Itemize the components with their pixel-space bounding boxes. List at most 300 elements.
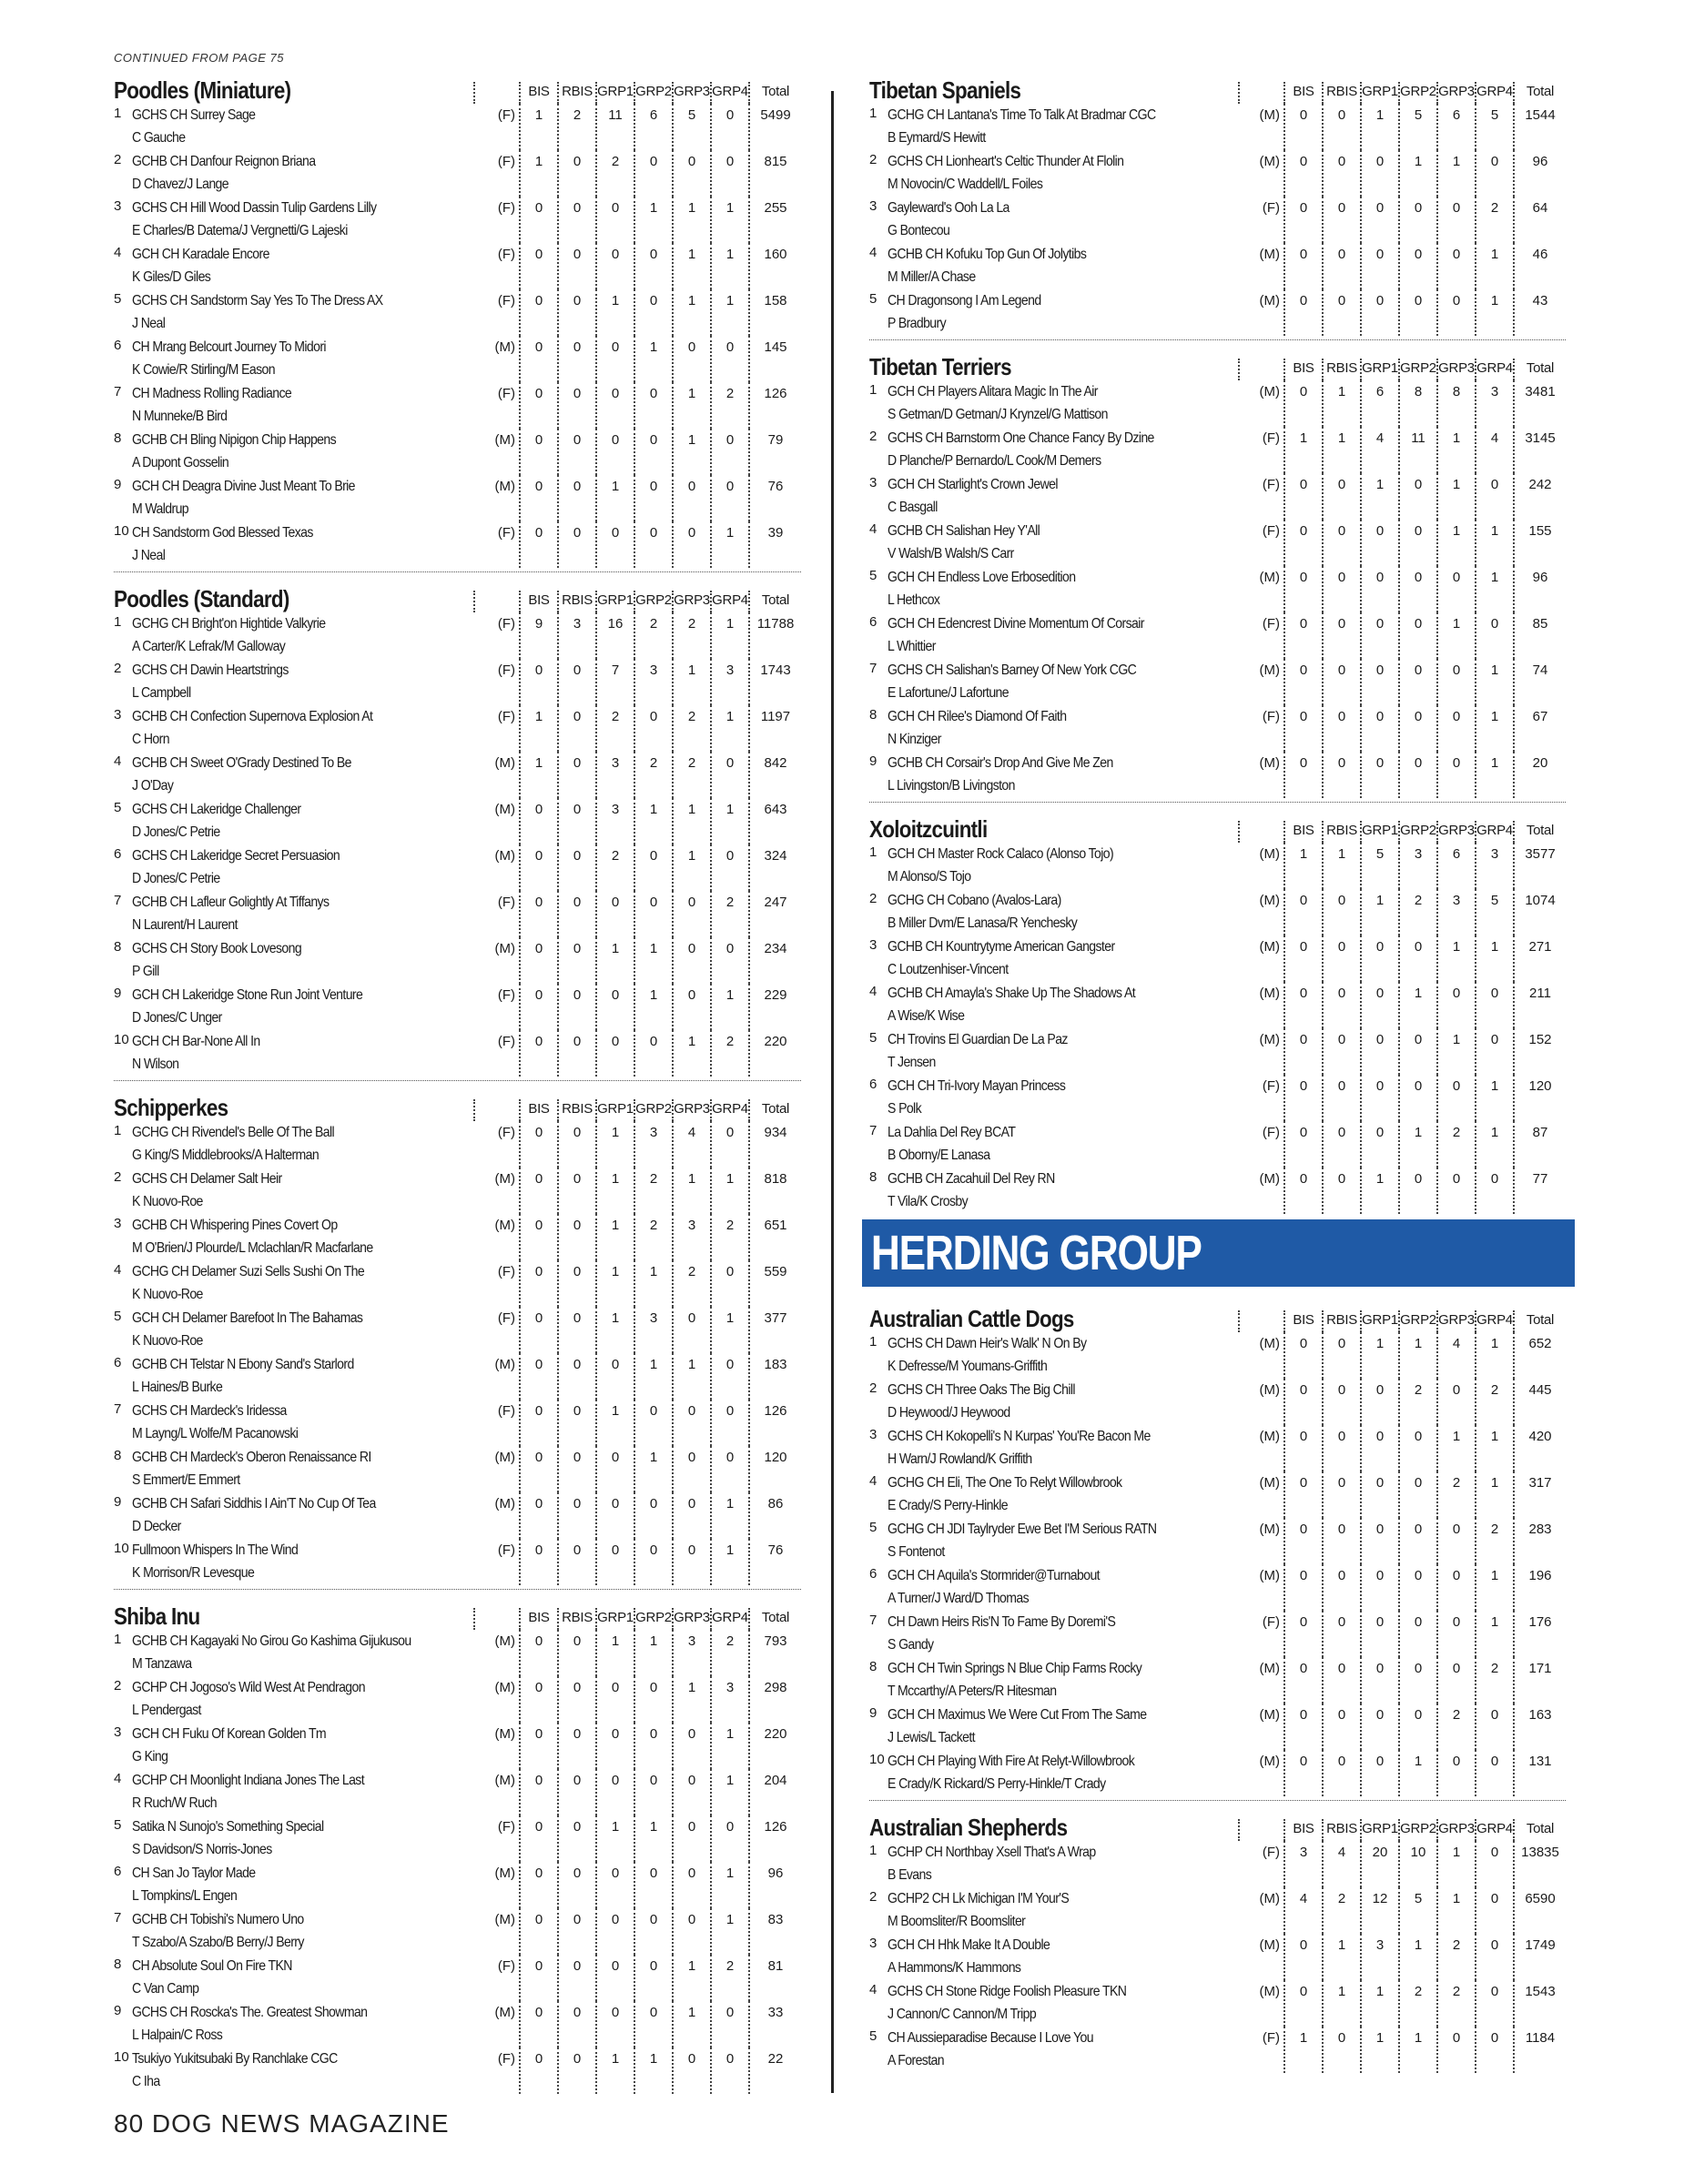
- stat-rbis: 1: [1322, 1934, 1360, 1980]
- column-header-rbis: RBIS: [1322, 359, 1360, 380]
- entry-main: [114, 150, 473, 197]
- breed-header: [869, 1292, 1566, 1332]
- stat-rbis: 0: [557, 289, 595, 336]
- breed-header: [869, 803, 1566, 843]
- stat-grp2: 0: [634, 1955, 672, 2001]
- stat-grp4: 1: [710, 289, 748, 336]
- entry-main: [114, 336, 473, 382]
- entry-main: [869, 1028, 1238, 1075]
- dog-name: GCHG CH Eli, The One To Relyt Willowbrook: [888, 1475, 1122, 1491]
- dog-sex: (M): [494, 848, 515, 864]
- stat-grp1: 0: [595, 336, 634, 382]
- dog-sex: (M): [1259, 1707, 1280, 1723]
- stat-rbis: 3: [557, 612, 595, 659]
- entry-rank: 7: [869, 1123, 878, 1138]
- stat-grp3: 0: [1436, 2027, 1475, 2073]
- entry-text: [888, 1611, 1238, 1657]
- stat-rbis: 0: [557, 243, 595, 289]
- stat-grp2: 1: [634, 197, 672, 243]
- stat-bis: 0: [519, 521, 557, 568]
- column-header-grp4: GRP4: [1475, 1310, 1513, 1332]
- stat-grp4: 1: [710, 798, 748, 844]
- stat-grp4: 1: [1475, 705, 1513, 752]
- dog-name: GCHB CH Kagayaki No Girou Go Kashima Gijukusou: [132, 1633, 411, 1649]
- owner-names: M Waldrup: [132, 501, 189, 517]
- entry-text: [132, 429, 473, 475]
- table-row: [114, 1030, 801, 1077]
- owner-names: K Cowie/R Stirling/M Eason: [132, 362, 275, 378]
- dog-sex: (F): [1262, 200, 1280, 216]
- stat-bis: 1: [519, 752, 557, 798]
- entry-text: [888, 1168, 1238, 1214]
- stat-total: 271: [1513, 935, 1566, 982]
- stat-grp3: 1: [1436, 1841, 1475, 1887]
- entry-rank: 2: [869, 429, 878, 444]
- stat-grp2: 0: [1398, 659, 1436, 705]
- stat-grp2: 1: [634, 2048, 672, 2094]
- breed-header: [114, 1590, 801, 1630]
- entry-rank: 5: [869, 291, 878, 307]
- dog-name: GCHS CH Surrey Sage: [132, 107, 256, 123]
- stat-bis: 0: [1283, 1564, 1322, 1611]
- stat-total: 131: [1513, 1750, 1566, 1796]
- entry-main: [114, 243, 473, 289]
- stat-grp3: 4: [1436, 1332, 1475, 1379]
- table-row: [114, 521, 801, 568]
- stat-total: 13835: [1513, 1841, 1566, 1887]
- owner-names: H Warn/J Rowland/K Griffith: [888, 1451, 1032, 1467]
- stat-rbis: 1: [1322, 427, 1360, 473]
- owner-names: A Carter/K Lefrak/M Galloway: [132, 639, 286, 654]
- stat-rbis: 0: [557, 659, 595, 705]
- stat-grp2: 10: [1398, 1841, 1436, 1887]
- stat-bis: 0: [519, 382, 557, 429]
- stat-total: 126: [748, 1400, 801, 1446]
- table-row: [114, 2048, 801, 2094]
- dog-name: GCHS CH Lionheart's Celtic Thunder At Flolin: [888, 154, 1124, 169]
- stat-grp4: 0: [710, 150, 748, 197]
- stat-grp4: 1: [710, 1539, 748, 1585]
- column-header-grp3: GRP3: [1436, 1310, 1475, 1332]
- stat-rbis: 1: [1322, 1980, 1360, 2027]
- owner-names: S Gandy: [888, 1637, 934, 1653]
- table-row: [869, 659, 1566, 705]
- stat-grp1: 0: [1360, 197, 1398, 243]
- stat-grp3: 0: [1436, 705, 1475, 752]
- entry-main: [869, 473, 1238, 520]
- owner-names: E Charles/B Datema/J Vergnetti/G Lajeski: [132, 223, 348, 238]
- stat-grp1: 0: [1360, 1750, 1398, 1796]
- stat-grp3: 0: [672, 1492, 710, 1539]
- entry-text: [888, 150, 1238, 197]
- stat-grp4: 1: [1475, 1332, 1513, 1379]
- entry-text: [132, 1168, 473, 1214]
- stat-grp4: 0: [710, 104, 748, 150]
- stat-grp4: 2: [1475, 1657, 1513, 1704]
- stat-rbis: 0: [557, 382, 595, 429]
- stat-grp1: 1: [595, 1121, 634, 1168]
- stat-grp3: 0: [1436, 1379, 1475, 1425]
- stat-bis: 0: [519, 1955, 557, 2001]
- entry-main: [114, 798, 473, 844]
- entry-text: [132, 1214, 473, 1260]
- owner-names: B Eymard/S Hewitt: [888, 130, 986, 146]
- header-spacer: [473, 82, 519, 104]
- stat-grp3: 0: [1436, 1075, 1475, 1121]
- stat-grp2: 0: [634, 705, 672, 752]
- stat-grp2: 1: [634, 1446, 672, 1492]
- stat-rbis: 0: [1322, 104, 1360, 150]
- stat-grp2: 1: [1398, 2027, 1436, 2073]
- entry-text: [132, 1030, 473, 1077]
- owner-names: A Forestan: [888, 2053, 944, 2068]
- stat-grp2: 0: [634, 1862, 672, 1908]
- stat-grp4: 1: [1475, 1564, 1513, 1611]
- stat-grp4: 1: [710, 1723, 748, 1769]
- owner-names: L Tompkins/L Engen: [132, 1888, 238, 1904]
- entry-main: [114, 891, 473, 937]
- left-column: [114, 64, 801, 2094]
- stat-grp3: 1: [672, 1353, 710, 1400]
- entry-rank: 4: [869, 1473, 878, 1489]
- stat-rbis: 0: [1322, 2027, 1360, 2073]
- stat-total: 39: [748, 521, 801, 568]
- stat-total: 1197: [748, 705, 801, 752]
- table-row: [869, 1518, 1566, 1564]
- stat-grp1: 0: [1360, 752, 1398, 798]
- dog-sex: (M): [494, 1357, 515, 1372]
- owner-names: L Haines/B Burke: [132, 1380, 223, 1395]
- table-row: [869, 243, 1566, 289]
- entry-text: [888, 473, 1238, 520]
- stat-total: 96: [1513, 150, 1566, 197]
- stat-total: 255: [748, 197, 801, 243]
- table-row: [114, 104, 801, 150]
- stat-bis: 0: [519, 243, 557, 289]
- entry-rank: 1: [869, 382, 878, 398]
- entry-main: [869, 1332, 1238, 1379]
- table-row: [114, 1168, 801, 1214]
- stat-grp3: 0: [1436, 197, 1475, 243]
- entry-rank: 9: [114, 986, 122, 1001]
- entry-rank: 5: [114, 291, 122, 307]
- entry-main: [869, 289, 1238, 336]
- stat-total: 81: [748, 1955, 801, 2001]
- entry-rank: 5: [114, 1309, 122, 1324]
- stat-bis: 0: [519, 1862, 557, 1908]
- entry-text: [888, 1332, 1238, 1379]
- entry-text: [888, 1564, 1238, 1611]
- dog-name: GCH CH Bar-None All In: [132, 1034, 260, 1049]
- dog-name: GCHP2 CH Lk Michigan I'M Your'S: [888, 1891, 1070, 1906]
- stat-grp4: 0: [710, 1446, 748, 1492]
- stat-grp2: 5: [1398, 104, 1436, 150]
- stat-bis: 0: [1283, 935, 1322, 982]
- entry-text: [888, 380, 1238, 427]
- stat-grp1: 1: [595, 1400, 634, 1446]
- breed-title: Poodles (Miniature): [114, 76, 291, 104]
- entry-text: [888, 197, 1238, 243]
- stat-grp2: 0: [634, 1400, 672, 1446]
- stat-bis: 0: [519, 1400, 557, 1446]
- stat-grp3: 0: [672, 1815, 710, 1862]
- stat-total: 163: [1513, 1704, 1566, 1750]
- stat-grp1: 1: [1360, 1980, 1398, 2027]
- table-row: [114, 475, 801, 521]
- owner-names: B Miller Dvm/E Lanasa/R Yenchesky: [888, 915, 1078, 931]
- stat-grp3: 0: [672, 1446, 710, 1492]
- stat-grp4: 0: [1475, 2027, 1513, 2073]
- entry-main: [869, 935, 1238, 982]
- stat-grp1: 3: [1360, 1934, 1398, 1980]
- stat-grp2: 0: [634, 475, 672, 521]
- stat-total: 211: [1513, 982, 1566, 1028]
- entry-rank: 8: [869, 1659, 878, 1674]
- stat-grp3: 0: [672, 984, 710, 1030]
- entry-rank: 9: [114, 2003, 122, 2018]
- column-header-grp2: GRP2: [1398, 1310, 1436, 1332]
- entry-rank: 4: [869, 245, 878, 260]
- owner-names: C Gauche: [132, 130, 186, 146]
- column-header-total: Total: [1513, 1310, 1566, 1332]
- entry-text: [132, 336, 473, 382]
- owner-names: L Halpain/C Ross: [132, 2027, 223, 2043]
- dog-name: GCHB CH Danfour Reignon Briana: [132, 154, 316, 169]
- dog-name: GCHS CH Roscka's The. Greatest Showman: [132, 2005, 368, 2020]
- stat-rbis: 0: [1322, 197, 1360, 243]
- stat-rbis: 0: [1322, 935, 1360, 982]
- dog-name: GCHP CH Jogoso's Wild West At Pendragon: [132, 1680, 365, 1695]
- owner-names: M O'Brien/J Plourde/L Mclachlan/R Macfarlane: [132, 1240, 373, 1256]
- dog-sex: (M): [1259, 846, 1280, 862]
- stat-grp2: 0: [634, 1723, 672, 1769]
- stat-grp1: 0: [595, 1492, 634, 1539]
- stat-total: 1543: [1513, 1980, 1566, 2027]
- stat-grp3: 1: [1436, 1028, 1475, 1075]
- table-row: [114, 984, 801, 1030]
- table-row: [869, 566, 1566, 612]
- owner-names: K Nuovo-Roe: [132, 1333, 203, 1349]
- entry-text: [888, 1841, 1238, 1887]
- stat-total: 818: [748, 1168, 801, 1214]
- stat-grp2: 0: [634, 1676, 672, 1723]
- stat-rbis: 0: [557, 705, 595, 752]
- entry-rank: 1: [869, 106, 878, 121]
- stat-grp1: 6: [1360, 380, 1398, 427]
- stat-grp4: 0: [1475, 1841, 1513, 1887]
- stat-rbis: 0: [1322, 1750, 1360, 1796]
- column-header-bis: BIS: [1283, 359, 1322, 380]
- entry-rank: 8: [869, 1169, 878, 1185]
- dog-name: GCHS CH Three Oaks The Big Chill: [888, 1382, 1075, 1398]
- stat-grp3: 2: [672, 752, 710, 798]
- owner-names: M Miller/A Chase: [888, 269, 976, 285]
- stat-rbis: 0: [557, 1862, 595, 1908]
- owner-names: C Loutzenhiser-Vincent: [888, 962, 1009, 977]
- column-header-bis: BIS: [1283, 82, 1322, 104]
- stat-grp3: 0: [1436, 1518, 1475, 1564]
- column-header-grp2: GRP2: [634, 591, 672, 612]
- column-header-grp3: GRP3: [1436, 82, 1475, 104]
- stat-grp4: 2: [1475, 1379, 1513, 1425]
- stat-grp3: 0: [672, 150, 710, 197]
- stat-grp2: 2: [634, 1214, 672, 1260]
- entry-rank: 7: [114, 384, 122, 399]
- entry-text: [132, 289, 473, 336]
- dog-name: CH Mrang Belcourt Journey To Midori: [132, 339, 326, 355]
- stat-bis: 0: [519, 844, 557, 891]
- entry-rank: 3: [869, 475, 878, 490]
- column-header-rbis: RBIS: [557, 1099, 595, 1121]
- stat-grp4: 0: [1475, 1028, 1513, 1075]
- owner-names: D Chavez/J Lange: [132, 177, 228, 192]
- stat-bis: 1: [1283, 2027, 1322, 2073]
- owner-names: B Evans: [888, 1867, 932, 1883]
- breed-section: [114, 64, 801, 568]
- dog-name: Satika N Sunojo's Something Special: [132, 1819, 324, 1835]
- entry-text: [132, 1908, 473, 1955]
- stat-bis: 0: [519, 1121, 557, 1168]
- stat-total: 120: [1513, 1075, 1566, 1121]
- stat-grp1: 0: [1360, 566, 1398, 612]
- entry-text: [132, 937, 473, 984]
- owner-names: A Turner/J Ward/D Thomas: [888, 1591, 1030, 1606]
- column-header-grp4: GRP4: [1475, 1819, 1513, 1841]
- entry-text: [888, 1934, 1238, 1980]
- header-spacer: [1238, 1819, 1283, 1841]
- stat-grp2: 1: [1398, 1332, 1436, 1379]
- stat-rbis: 0: [1322, 243, 1360, 289]
- table-row: [114, 1446, 801, 1492]
- stat-grp1: 0: [1360, 1121, 1398, 1168]
- entry-main: [869, 566, 1238, 612]
- owner-names: J Neal: [132, 548, 166, 563]
- stat-grp1: 0: [1360, 1028, 1398, 1075]
- entry-text: [888, 1980, 1238, 2027]
- owner-names: G Bontecou: [888, 223, 950, 238]
- entry-rank: 1: [114, 1123, 122, 1138]
- stat-grp1: 1: [595, 475, 634, 521]
- stat-rbis: 0: [557, 1030, 595, 1077]
- stat-grp3: 1: [672, 1955, 710, 2001]
- entry-rank: 1: [114, 614, 122, 630]
- stat-grp3: 1: [1436, 150, 1475, 197]
- stat-total: 183: [748, 1353, 801, 1400]
- stat-grp2: 0: [1398, 1028, 1436, 1075]
- stat-total: 155: [1513, 520, 1566, 566]
- column-header-grp1: GRP1: [1360, 1819, 1398, 1841]
- entry-rank: 7: [114, 1910, 122, 1926]
- dog-sex: (F): [497, 1125, 515, 1140]
- stat-grp1: 5: [1360, 843, 1398, 889]
- stat-bis: 0: [519, 1908, 557, 1955]
- stat-grp3: 0: [672, 475, 710, 521]
- stat-grp3: 3: [1436, 889, 1475, 935]
- entry-rank: 5: [869, 568, 878, 583]
- stat-grp3: 2: [1436, 1934, 1475, 1980]
- stat-bis: 0: [519, 659, 557, 705]
- stat-bis: 0: [519, 1539, 557, 1585]
- stat-grp2: 0: [1398, 289, 1436, 336]
- owner-names: V Walsh/B Walsh/S Carr: [888, 546, 1014, 561]
- stat-grp3: 0: [672, 891, 710, 937]
- entry-main: [869, 1611, 1238, 1657]
- stat-bis: 0: [1283, 473, 1322, 520]
- dog-name: GCHB CH Kofuku Top Gun Of Jolytibs: [888, 247, 1087, 262]
- stat-rbis: 0: [557, 475, 595, 521]
- entry-main: [869, 612, 1238, 659]
- column-header-grp4: GRP4: [710, 1608, 748, 1630]
- entry-rank: 3: [114, 198, 122, 214]
- column-header-grp4: GRP4: [710, 82, 748, 104]
- entry-text: [132, 1862, 473, 1908]
- entry-main: [114, 1400, 473, 1446]
- entry-text: [888, 1518, 1238, 1564]
- dog-sex: (M): [494, 1773, 515, 1788]
- dog-sex: (M): [1259, 662, 1280, 678]
- table-row: [869, 843, 1566, 889]
- dog-name: GCH CH Twin Springs N Blue Chip Farms Rocky: [888, 1661, 1142, 1676]
- entry-text: [132, 1815, 473, 1862]
- dog-name: GCH CH Playing With Fire At Relyt-Willowbrook: [888, 1754, 1135, 1769]
- stat-rbis: 0: [1322, 1564, 1360, 1611]
- dog-name: GCHS CH Sandstorm Say Yes To The Dress AX: [132, 293, 383, 308]
- stat-grp2: 1: [634, 1630, 672, 1676]
- entry-text: [888, 982, 1238, 1028]
- stat-bis: 0: [1283, 380, 1322, 427]
- owner-names: N Wilson: [132, 1057, 179, 1072]
- stat-total: 229: [748, 984, 801, 1030]
- entry-main: [114, 521, 473, 568]
- dog-sex: (M): [1259, 1984, 1280, 1999]
- table-row: [114, 1955, 801, 2001]
- entry-rank: 5: [114, 800, 122, 815]
- stat-rbis: 0: [557, 429, 595, 475]
- stat-grp1: 0: [1360, 1075, 1398, 1121]
- entry-text: [888, 1704, 1238, 1750]
- stat-grp2: 1: [1398, 150, 1436, 197]
- entry-text: [132, 798, 473, 844]
- entry-main: [114, 429, 473, 475]
- stat-grp2: 1: [634, 937, 672, 984]
- stat-grp4: 0: [1475, 982, 1513, 1028]
- dog-name: GCHB CH Whispering Pines Covert Op: [132, 1218, 338, 1233]
- owner-names: T Vila/K Crosby: [888, 1194, 969, 1209]
- stat-grp3: 0: [672, 2048, 710, 2094]
- stat-grp2: 0: [634, 243, 672, 289]
- owner-names: B Oborny/E Lanasa: [888, 1148, 990, 1163]
- header-spacer: [473, 591, 519, 612]
- dog-sex: (F): [497, 1403, 515, 1419]
- entry-main: [869, 1075, 1238, 1121]
- table-row: [869, 1425, 1566, 1471]
- dog-sex: (M): [1259, 1891, 1280, 1906]
- stat-total: 74: [1513, 659, 1566, 705]
- table-row: [869, 1075, 1566, 1121]
- stat-grp1: 0: [1360, 1657, 1398, 1704]
- stat-grp1: 1: [1360, 889, 1398, 935]
- breed-section: [869, 802, 1566, 1214]
- stat-bis: 0: [1283, 1121, 1322, 1168]
- stat-grp3: 0: [1436, 1657, 1475, 1704]
- stat-bis: 1: [519, 150, 557, 197]
- stat-grp4: 1: [710, 1862, 748, 1908]
- dog-sex: (M): [494, 339, 515, 355]
- entry-rank: 8: [114, 939, 122, 955]
- table-row: [114, 937, 801, 984]
- table-row: [869, 289, 1566, 336]
- column-header-grp1: GRP1: [1360, 1310, 1398, 1332]
